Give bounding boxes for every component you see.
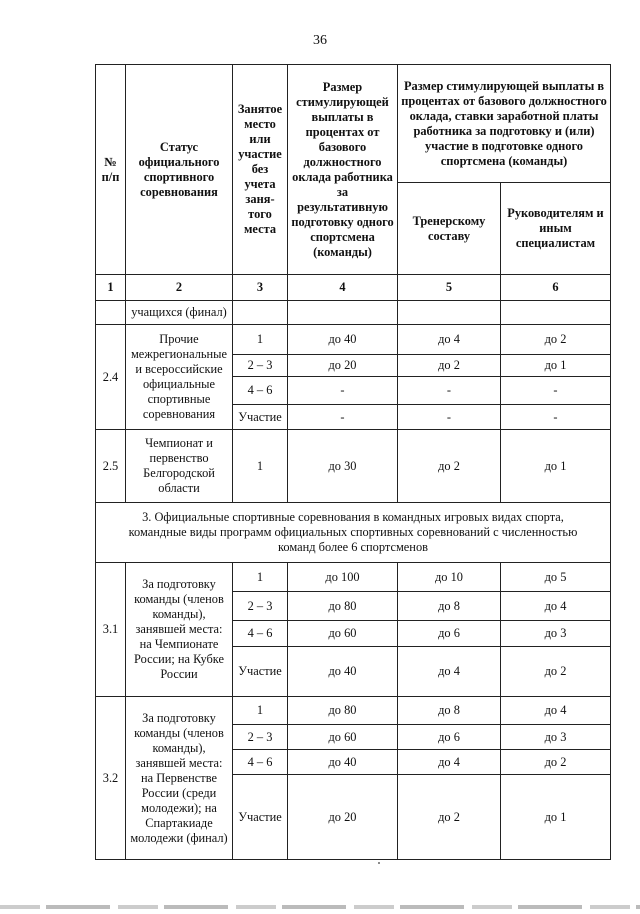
col-number: 3 — [233, 275, 288, 301]
header-row-1 — [96, 65, 611, 183]
cell-c4: до 20 — [288, 775, 398, 860]
cell-c6: до 1 — [501, 430, 611, 503]
header-num: № п/п — [96, 65, 126, 275]
cell-num: 2.5 — [96, 430, 126, 503]
cell-c4: - — [288, 405, 398, 430]
cell-place: 1 — [233, 697, 288, 725]
cell-c4: до 60 — [288, 725, 398, 750]
cell-status: За подготовку команды (членов команды), занявшей места: на Первенстве России (среди молодежи); на Спартакиаде молодежи (финал) — [126, 697, 233, 860]
cell-c4: до 100 — [288, 563, 398, 592]
header-specialists: Руководителям и иным специалистам — [501, 183, 611, 275]
col-number: 2 — [126, 275, 233, 301]
header-place: Занятое место или участие без учета заня-того места — [233, 65, 288, 275]
cell-c5: до 4 — [398, 325, 501, 355]
cell-c4: до 40 — [288, 750, 398, 775]
cell-c5: - — [398, 377, 501, 405]
cell-place: Участие — [233, 647, 288, 697]
cell-c5: до 4 — [398, 750, 501, 775]
cell-c6: - — [501, 377, 611, 405]
cell-c4 — [288, 301, 398, 325]
cell-place: 1 — [233, 563, 288, 592]
cell-num: 3.2 — [96, 697, 126, 860]
cell-place: 1 — [233, 430, 288, 503]
cell-status: Чемпионат и первенство Белгородской области — [126, 430, 233, 503]
cell-c4: до 80 — [288, 592, 398, 621]
cell-c4: - — [288, 377, 398, 405]
cell-c6: - — [501, 405, 611, 430]
cell-place: 2 – 3 — [233, 725, 288, 750]
col-number: 4 — [288, 275, 398, 301]
cell-place: Участие — [233, 775, 288, 860]
cell-c5: до 8 — [398, 697, 501, 725]
cell-num — [96, 301, 126, 325]
cell-c5: до 6 — [398, 725, 501, 750]
cell-c6: до 3 — [501, 725, 611, 750]
cell-c6: до 2 — [501, 647, 611, 697]
table-row — [96, 325, 611, 355]
table-row — [96, 697, 611, 725]
col-number: 6 — [501, 275, 611, 301]
cell-status: учащихся (финал) — [126, 301, 233, 325]
cell-c6: до 2 — [501, 750, 611, 775]
cell-c6: до 1 — [501, 355, 611, 377]
cell-c4: до 40 — [288, 325, 398, 355]
cell-c5: - — [398, 405, 501, 430]
cell-c4: до 40 — [288, 647, 398, 697]
cell-place: 1 — [233, 325, 288, 355]
table-row — [96, 430, 611, 503]
cell-place: 2 – 3 — [233, 592, 288, 621]
cell-c6: до 2 — [501, 325, 611, 355]
cell-status: За подготовку команды (членов команды), занявшей места: на Чемпионате России; на Кубке России — [126, 563, 233, 697]
header-coaches: Тренерскому составу — [398, 183, 501, 275]
scan-speck — [378, 862, 380, 864]
cell-num: 2.4 — [96, 325, 126, 430]
cell-num: 3.1 — [96, 563, 126, 697]
header-training-bonus: Размер стимулирующей выплаты в процентах от базового должностного оклада, ставки заработной платы работника за подготовку и (или) участие в подготовке одного спортсмена (команды) — [398, 65, 611, 183]
cell-c6: до 4 — [501, 592, 611, 621]
cell-c6 — [501, 301, 611, 325]
cell-c4: до 20 — [288, 355, 398, 377]
column-numbers-row — [96, 275, 611, 301]
section-row — [96, 503, 611, 563]
cell-c4: до 30 — [288, 430, 398, 503]
cell-c5 — [398, 301, 501, 325]
scan-edge — [0, 905, 640, 909]
header-result-bonus: Размер стимулирующей выплаты в процентах от базового должностного оклада работника за результативную подготовку одного спортсмена (команды) — [288, 65, 398, 275]
cell-c5: до 8 — [398, 592, 501, 621]
cell-c5: до 2 — [398, 430, 501, 503]
col-number: 1 — [96, 275, 126, 301]
cell-c4: до 60 — [288, 621, 398, 647]
cell-status: Прочие межрегиональные и всероссийские официальные спортивные соревнования — [126, 325, 233, 430]
table-row — [96, 563, 611, 592]
cell-place: 4 – 6 — [233, 750, 288, 775]
cell-c5: до 2 — [398, 775, 501, 860]
cell-c6: до 4 — [501, 697, 611, 725]
page-number: 36 — [313, 33, 327, 48]
cell-c6: до 5 — [501, 563, 611, 592]
cell-c6: до 3 — [501, 621, 611, 647]
cell-place: 4 – 6 — [233, 621, 288, 647]
cell-place — [233, 301, 288, 325]
cell-place: 2 – 3 — [233, 355, 288, 377]
cell-c4: до 80 — [288, 697, 398, 725]
table-row — [96, 301, 611, 325]
cell-place: Участие — [233, 405, 288, 430]
cell-place: 4 – 6 — [233, 377, 288, 405]
cell-c5: до 4 — [398, 647, 501, 697]
cell-c5: до 6 — [398, 621, 501, 647]
cell-c5: до 10 — [398, 563, 501, 592]
cell-c5: до 2 — [398, 355, 501, 377]
col-number: 5 — [398, 275, 501, 301]
section-3-title: 3. Официальные спортивные соревнования в командных игровых видах спорта, командные виды программ официальных спортивных соревнований с численностью команд более 6 спортсменов — [96, 503, 611, 563]
header-status: Статус официального спортивного соревнования — [126, 65, 233, 275]
cell-c6: до 1 — [501, 775, 611, 860]
bonus-table — [95, 64, 611, 860]
